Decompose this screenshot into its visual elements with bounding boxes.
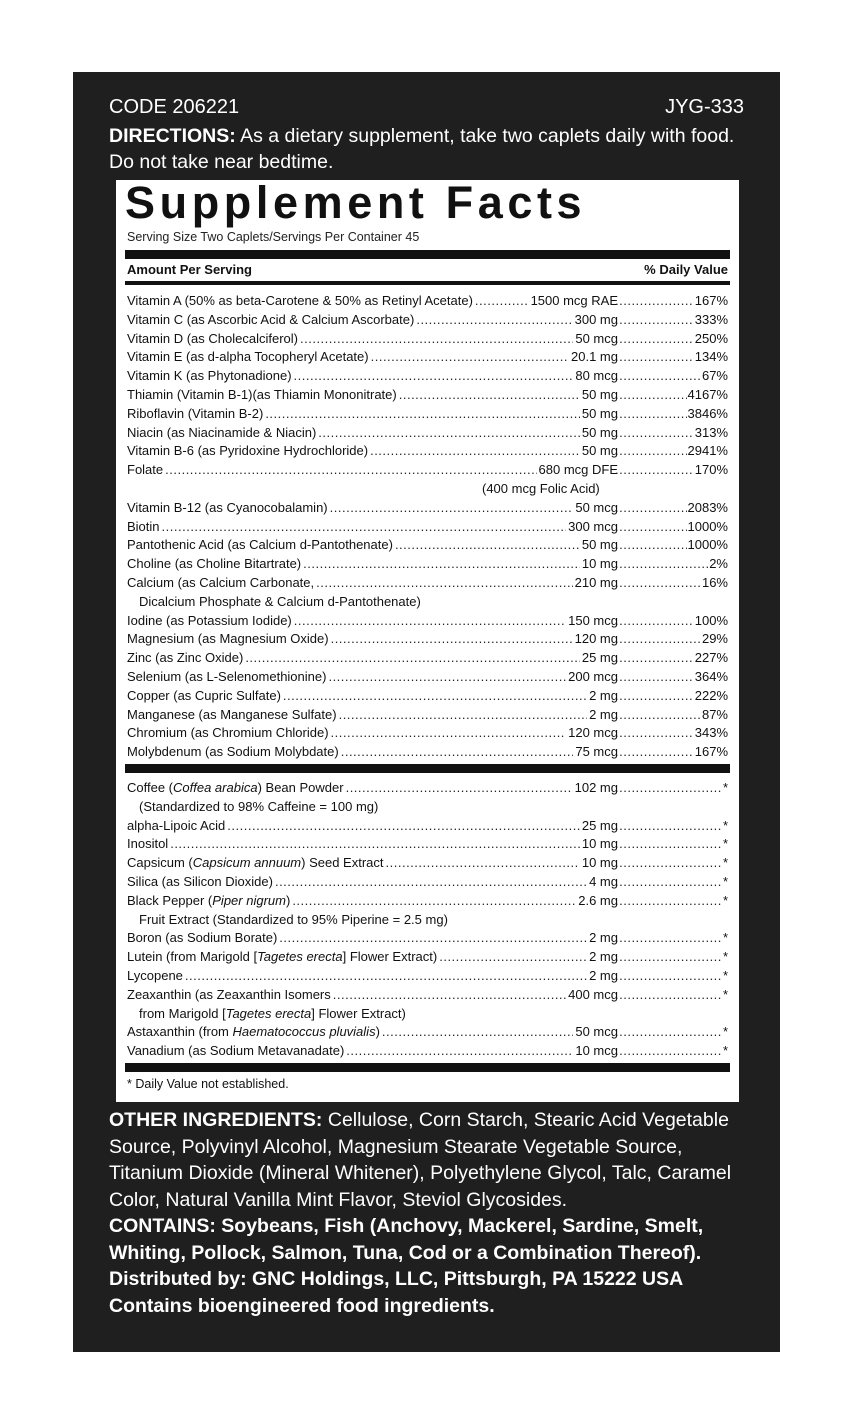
vitamin-list xyxy=(127,292,728,762)
nutrient-row xyxy=(127,687,728,706)
supplement-facts-panel xyxy=(116,177,739,1102)
other-ingredients-label: OTHER INGREDIENTS: xyxy=(109,1109,323,1131)
nutrient-row xyxy=(127,1042,728,1061)
allergen-statement: CONTAINS: Soybeans, Fish (Anchovy, Mackerel, Sardine, Smelt, Whiting, Pollock, Salmon, Tuna, Cod or a Combination Thereof). xyxy=(109,1215,704,1264)
nutrient-amount: 75 mcg xyxy=(573,743,618,762)
nutrient-name: Vitamin B-6 (as Pyridoxine Hydrochloride) xyxy=(127,443,369,459)
nutrient-row xyxy=(127,929,728,948)
daily-value: ..... 2% xyxy=(708,555,728,574)
nutrient-amount: 2.6 mg xyxy=(576,892,618,911)
nutrient-row xyxy=(127,574,728,593)
nutrient-name: Pantothenic Acid (as Calcium d-Pantothenate) xyxy=(127,537,393,553)
daily-value: ..... * xyxy=(722,835,728,854)
daily-value: ..... 134% xyxy=(694,348,728,367)
nutrient-row xyxy=(127,1023,728,1042)
nutrient-amount: 10 mg xyxy=(580,555,618,574)
nutrient-amount: 50 mcg xyxy=(573,499,618,518)
directions xyxy=(109,123,744,175)
footnote: * Daily Value not established. xyxy=(127,1077,289,1091)
name-part: Capsicum ( xyxy=(127,855,193,871)
nutrient-amount: 1500 mcg RAE xyxy=(529,292,618,311)
nutrient-name xyxy=(127,1024,382,1039)
nutrient-row xyxy=(127,986,728,1005)
daily-value: ..... 2941% xyxy=(687,442,728,461)
nutrient-amount: 2 mg xyxy=(587,706,618,725)
other-ingredients xyxy=(109,1107,744,1213)
nutrient-amount: 25 mg xyxy=(580,649,618,668)
nutrient-row xyxy=(127,499,728,518)
nutrient-name: Thiamin (Vitamin B-1)(as Thiamin Mononitrate) xyxy=(127,386,397,402)
nutrient-name: Vitamin A (50% as beta-Carotene & 50% as Retinyl Acetate) xyxy=(127,293,473,308)
facts-title: Supplement Facts xyxy=(125,177,587,228)
nutrient-name: Niacin (as Niacinamide & Niacin) xyxy=(127,424,317,440)
lot-code: JYG-333 xyxy=(665,96,744,118)
nutrient-amount: 2 mg xyxy=(587,948,618,967)
nutrient-row xyxy=(127,892,728,911)
nutrient-row xyxy=(127,386,728,405)
nutrient-name: Copper (as Cupric Sulfate) xyxy=(127,687,281,703)
name-part: Inositol xyxy=(127,836,169,852)
nutrient-row xyxy=(127,536,728,555)
daily-value: ..... 1000% xyxy=(687,518,728,537)
daily-value: ..... 313% xyxy=(694,424,728,443)
ingredient-continuation xyxy=(127,798,728,817)
nutrient-amount: 150 mcg xyxy=(566,612,618,631)
daily-value: ..... 4167% xyxy=(687,386,728,405)
daily-value: ..... 1000% xyxy=(687,536,728,555)
nutrient-amount: 210 mg xyxy=(573,574,618,593)
ingredient-continuation xyxy=(127,1005,728,1024)
nutrient-row xyxy=(127,424,728,443)
nutrient-name: Choline (as Choline Bitartrate) xyxy=(127,556,302,572)
code-row xyxy=(109,96,744,119)
bottom-text xyxy=(109,1107,744,1319)
nutrient-sub-amount: (400 mcg Folic Acid) xyxy=(482,480,600,496)
nutrient-name: Molybdenum (as Sodium Molybdate) xyxy=(127,744,339,760)
nutrient-row xyxy=(127,706,728,725)
nutrient-row xyxy=(127,518,728,537)
daily-value: ..... * xyxy=(722,1023,728,1042)
serving-size: Serving Size Two Caplets/Servings Per Container 45 xyxy=(127,230,420,244)
continuation-text: Fruit Extract (Standardized to 95% Piperine = 2.5 mg) xyxy=(139,911,448,927)
daily-value: ..... * xyxy=(722,1042,728,1061)
nutrient-name: Vitamin D (as Cholecalciferol) xyxy=(127,330,298,346)
nutrient-name xyxy=(127,780,346,795)
nutrient-name xyxy=(127,855,386,870)
other-ingredients-text: Cellulose, Corn Starch, Stearic Acid Vegetable Source, Polyvinyl Alcohol, Magnesium Stearate Vegetable Source, Titanium Dioxide (Mineral Whitener), Polyethylene Glycol, Talc, Caramel Color, Natural Vanilla Mint Flavor, Steviol Glycosides. xyxy=(109,1109,732,1211)
name-latin: Haematococcus pluvialis xyxy=(232,1024,376,1040)
directions-text: As a dietary supplement, take two caplets daily with food. Do not take near bedtime. xyxy=(109,125,735,173)
amount-header: Amount Per Serving xyxy=(127,262,252,277)
nutrient-name: Vitamin E (as d-alpha Tocopheryl Acetate) xyxy=(127,349,369,365)
name-latin: Tagetes erecta xyxy=(257,949,343,965)
nutrient-amount: 2 mg xyxy=(587,929,618,948)
nutrient-amount: 2 mg xyxy=(587,967,618,986)
daily-value: ..... 343% xyxy=(694,724,728,743)
nutrient-row xyxy=(127,817,728,836)
name-latin: Coffea arabica xyxy=(173,780,258,795)
bioengineered-statement: Contains bioengineered food ingredients. xyxy=(109,1294,495,1317)
nutrient-row xyxy=(127,612,728,631)
daily-value: ..... * xyxy=(722,854,728,873)
nutrient-name: Magnesium (as Magnesium Oxide) xyxy=(127,631,329,647)
nutrient-row xyxy=(127,779,728,798)
daily-value: ..... * xyxy=(722,948,728,967)
nutrient-amount: 50 mg xyxy=(580,536,618,555)
nutrient-amount: 25 mg xyxy=(580,817,618,836)
nutrient-amount: 10 mg xyxy=(580,854,618,873)
nutrient-row xyxy=(127,461,728,480)
continuation-text: (Standardized to 98% Caffeine = 100 mg) xyxy=(139,798,379,814)
daily-value: ..... 227% xyxy=(694,649,728,668)
daily-value: ..... 3846% xyxy=(687,405,728,424)
daily-value: ..... * xyxy=(722,986,728,1005)
nutrient-name: Folate xyxy=(127,462,164,478)
daily-value: ..... * xyxy=(722,817,728,836)
daily-value: ..... 67% xyxy=(701,367,728,386)
name-part: ) xyxy=(375,1024,380,1040)
nutrient-row xyxy=(127,442,728,461)
nutrient-amount: 80 mcg xyxy=(573,367,618,386)
daily-value: ..... 333% xyxy=(694,311,728,330)
name-part: alpha-Lipoic Acid xyxy=(127,817,226,833)
name-latin: Piper nigrum xyxy=(212,892,286,908)
nutrient-amount: 50 mg xyxy=(580,405,618,424)
nutrient-row xyxy=(127,348,728,367)
daily-value: ..... 87% xyxy=(701,706,728,725)
nutrient-amount: 50 mcg xyxy=(573,330,618,349)
nutrient-row xyxy=(127,330,728,349)
nutrient-amount: 50 mcg xyxy=(573,1023,618,1042)
nutrient-row xyxy=(127,967,728,986)
nutrient-name xyxy=(127,893,292,908)
nutrient-amount: 10 mg xyxy=(580,835,618,854)
header-divider xyxy=(125,281,730,285)
nutrient-name: Iodine (as Potassium Iodide) xyxy=(127,612,292,628)
name-part: Black Pepper ( xyxy=(127,892,213,908)
nutrient-name: Selenium (as L-Selenomethionine) xyxy=(127,668,327,684)
daily-value: ..... * xyxy=(722,873,728,892)
nutrient-amount: 10 mcg xyxy=(573,1042,618,1061)
nutrient-row xyxy=(127,743,728,762)
nutrient-name: Vitamin C (as Ascorbic Acid & Calcium Ascorbate) xyxy=(127,311,415,327)
name-part: Zeaxanthin (as Zeaxanthin Isomers xyxy=(127,986,331,1002)
name-part: ) Bean Powder xyxy=(257,780,344,795)
nutrient-amount: 400 mcg xyxy=(566,986,618,1005)
label-panel xyxy=(73,72,780,1352)
daily-value: ..... * xyxy=(722,779,728,798)
continuation-latin: Tagetes erecta xyxy=(225,1005,312,1021)
nutrient-row xyxy=(127,854,728,873)
nutrient-row xyxy=(127,405,728,424)
daily-value: ..... 16% xyxy=(701,574,728,593)
daily-value: ..... 167% xyxy=(694,292,728,311)
nutrient-row xyxy=(127,630,728,649)
column-header xyxy=(127,262,728,277)
daily-value: ..... 222% xyxy=(694,687,728,706)
nutrient-name: Riboflavin (Vitamin B-2) xyxy=(127,405,264,421)
continuation-text xyxy=(127,1005,728,1024)
nutrient-name: Vitamin B-12 (as Cyanocobalamin) xyxy=(127,499,328,515)
nutrient-name xyxy=(127,874,275,889)
nutrient-amount: 2 mg xyxy=(587,687,618,706)
nutrient-name: Zinc (as Zinc Oxide) xyxy=(127,650,244,666)
dv-header: % Daily Value xyxy=(644,262,728,277)
nutrient-amount: 20.1 mg xyxy=(569,348,618,367)
nutrient-name xyxy=(127,949,439,964)
nutrient-amount: 4 mg xyxy=(587,873,618,892)
continuation-text: Dicalcium Phosphate & Calcium d-Pantothenate) xyxy=(139,593,421,609)
nutrient-row xyxy=(127,367,728,386)
nutrient-row xyxy=(127,292,728,311)
name-part: ) xyxy=(285,892,291,908)
nutrient-row xyxy=(127,948,728,967)
nutrient-name xyxy=(127,818,227,833)
directions-label: DIRECTIONS: xyxy=(109,125,236,147)
nutrient-amount: 200 mcg xyxy=(566,668,618,687)
daily-value: ..... 250% xyxy=(694,330,728,349)
nutrient-row xyxy=(127,835,728,854)
nutrient-amount: 300 mcg xyxy=(566,518,618,537)
nutrient-row xyxy=(127,649,728,668)
continuation-part: from Marigold [ xyxy=(139,1005,226,1021)
nutrient-name xyxy=(127,836,170,851)
daily-value: ..... 2083% xyxy=(687,499,728,518)
nutrient-amount: 120 mg xyxy=(573,630,618,649)
nutrient-name xyxy=(127,930,279,945)
nutrient-row xyxy=(127,311,728,330)
nutrient-row xyxy=(127,873,728,892)
name-part: Lutein (from Marigold [ xyxy=(127,949,258,965)
nutrient-name: Chromium (as Chromium Chloride) xyxy=(127,725,329,741)
daily-value: ..... * xyxy=(722,929,728,948)
name-latin: Capsicum annuum xyxy=(192,855,302,871)
nutrient-name: Biotin xyxy=(127,518,160,534)
daily-value: ..... 364% xyxy=(694,668,728,687)
bottom-divider xyxy=(125,1063,730,1072)
daily-value: ..... 29% xyxy=(701,630,728,649)
nutrient-name xyxy=(127,1043,346,1058)
nutrient-amount: 300 mg xyxy=(573,311,618,330)
other-ingredient-list xyxy=(127,779,728,1061)
nutrient-continuation xyxy=(127,593,728,612)
nutrient-amount: 50 mg xyxy=(580,424,618,443)
nutrient-name xyxy=(127,987,333,1002)
name-part: Astaxanthin (from xyxy=(127,1024,233,1040)
section-divider xyxy=(125,764,730,773)
name-part: ) Seed Extract xyxy=(301,855,384,871)
daily-value: ..... * xyxy=(722,892,728,911)
nutrient-amount: 680 mcg DFE xyxy=(537,461,618,480)
nutrient-row xyxy=(127,724,728,743)
nutrient-name: Vitamin K (as Phytonadione) xyxy=(127,368,292,384)
daily-value: ..... 170% xyxy=(694,461,728,480)
name-part: Boron (as Sodium Borate) xyxy=(127,930,278,946)
nutrient-name xyxy=(127,968,185,983)
nutrient-row xyxy=(127,668,728,687)
nutrient-amount: 50 mg xyxy=(580,442,618,461)
nutrient-amount: 120 mcg xyxy=(566,724,618,743)
product-code: CODE 206221 xyxy=(109,96,240,118)
name-part: Silica (as Silicon Dioxide) xyxy=(127,873,273,889)
daily-value: ..... 100% xyxy=(694,612,728,631)
nutrient-amount: 50 mg xyxy=(580,386,618,405)
daily-value: ..... * xyxy=(722,967,728,986)
nutrient-name: Manganese (as Manganese Sulfate) xyxy=(127,706,337,722)
continuation-part: ] Flower Extract) xyxy=(311,1005,406,1021)
thick-divider xyxy=(125,250,730,259)
daily-value: ..... 167% xyxy=(694,743,728,762)
name-part: Lycopene xyxy=(127,967,183,983)
distributor: Distributed by: GNC Holdings, LLC, Pittsburgh, PA 15222 USA xyxy=(109,1268,684,1290)
name-part: Vanadium (as Sodium Metavanadate) xyxy=(127,1043,345,1059)
name-part: ] Flower Extract) xyxy=(342,949,438,965)
nutrient-name: Calcium (as Calcium Carbonate, xyxy=(127,574,315,590)
nutrient-row xyxy=(127,555,728,574)
nutrient-subline xyxy=(127,480,728,499)
nutrient-amount: 102 mg xyxy=(573,779,618,798)
ingredient-continuation xyxy=(127,911,728,930)
name-part: Coffee ( xyxy=(127,780,174,795)
